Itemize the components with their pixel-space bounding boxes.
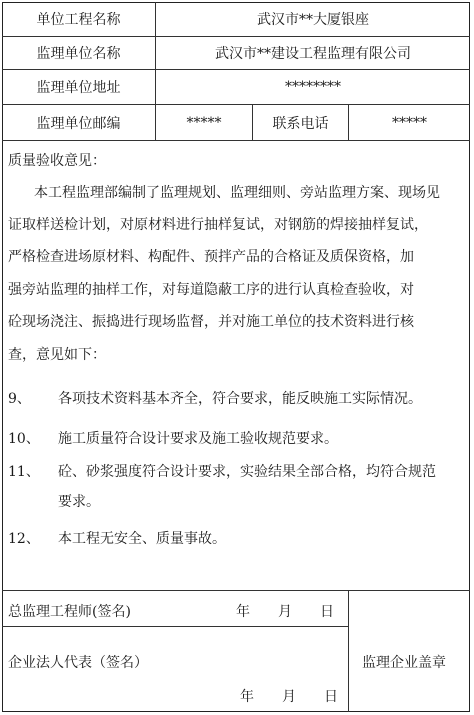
paragraph-line: 强旁站监理的抽样工作，对每道隐蔽工序的进行认真检查验收，对	[8, 282, 414, 298]
supervisor-name-value: 武汉市**建设工程监理有限公司	[215, 46, 411, 62]
legal-rep-date: 年 月 日	[240, 689, 338, 705]
list-item-text: 施工质量符合设计要求及施工验收规范要求。	[58, 431, 338, 447]
list-item-number: 12、	[8, 531, 40, 547]
column-divider	[348, 590, 349, 712]
phone-value: *****	[392, 114, 427, 131]
project-name-value: 武汉市**大厦银座	[257, 12, 369, 28]
list-item-number: 11、	[8, 464, 40, 480]
list-item-number: 10、	[8, 431, 40, 447]
phone-label: 联系电话	[272, 115, 329, 132]
chief-engineer-date: 年 月 日	[236, 604, 334, 620]
list-item-text: 砼、砂浆强度符合设计要求，实验结果全部合格，均符合规范	[58, 464, 436, 480]
list-item-text: 本工程无安全、质量事故。	[58, 531, 226, 547]
paragraph-line: 查，意见如下：	[8, 347, 106, 363]
list-item-text: 各项技术资料基本齐全，符合要求，能反映施工实际情况。	[58, 391, 422, 407]
project-name-label: 单位工程名称	[36, 12, 121, 28]
legal-rep-signature-label: 企业法人代表（签名）	[8, 655, 148, 671]
supervisor-address-value: ********	[285, 79, 341, 95]
postcode-value: *****	[186, 114, 222, 131]
paragraph-line: 砼现场浇注、振捣进行现场监督，并对施工单位的技术资料进行核	[8, 314, 414, 330]
row-divider	[2, 626, 348, 627]
list-item-number: 9、	[8, 391, 31, 407]
company-seal-label: 监理企业盖章	[362, 655, 446, 671]
row-divider	[2, 140, 470, 141]
row-divider	[2, 590, 470, 591]
chief-engineer-signature-label: 总监理工程师(签名)	[8, 604, 131, 620]
paragraph-line: 严格检查进场原材料、构配件、预拌产品的合格证及质保资格，加	[8, 249, 414, 265]
list-item-text: 要求。	[58, 494, 100, 510]
supervisor-name-label: 监理单位名称	[36, 46, 121, 62]
supervisor-address-label: 监理单位地址	[36, 80, 121, 96]
postcode-label: 监理单位邮编	[36, 115, 121, 132]
paragraph-line: 证取样送检计划，对原材料进行抽样复试，对钢筋的焊接抽样复试，	[8, 217, 428, 233]
opinion-title: 质量验收意见：	[8, 153, 106, 169]
paragraph-line: 本工程监理部编制了监理规划、监理细则、旁站监理方案、现场见	[34, 185, 440, 201]
